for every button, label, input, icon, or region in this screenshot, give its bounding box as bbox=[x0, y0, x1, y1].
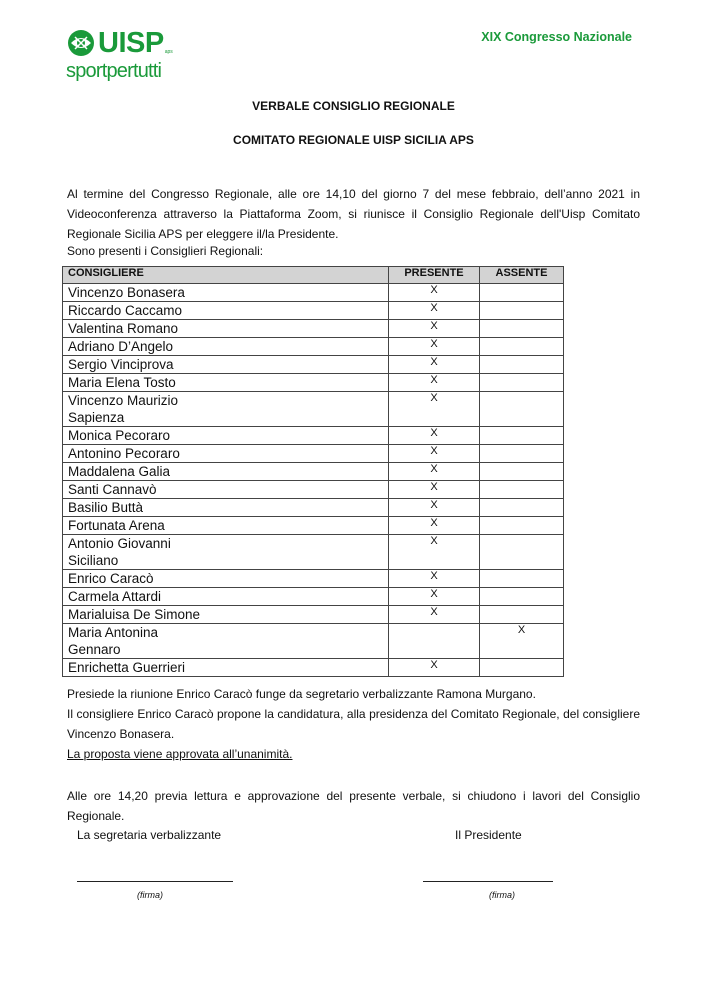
table-row bbox=[63, 535, 564, 570]
assente-mark bbox=[480, 445, 564, 463]
consigliere-name: Antonino Pecoraro bbox=[63, 445, 389, 463]
table-row bbox=[63, 499, 564, 517]
table-row bbox=[63, 588, 564, 606]
presente-mark: X bbox=[389, 517, 480, 535]
paragraph-approval: La proposta viene approvata all’unanimità. bbox=[67, 747, 293, 761]
document-title: VERBALE CONSIGLIO REGIONALE bbox=[252, 99, 455, 113]
header-consigliere: CONSIGLIERE bbox=[63, 267, 389, 284]
assente-mark bbox=[480, 338, 564, 356]
logo-text: UISP bbox=[98, 27, 164, 59]
assente-mark bbox=[480, 356, 564, 374]
table-row bbox=[63, 481, 564, 499]
assente-mark bbox=[480, 284, 564, 302]
table-row bbox=[63, 659, 564, 677]
table-header-row bbox=[63, 267, 564, 284]
secretary-signature-line bbox=[77, 881, 233, 882]
presente-mark: X bbox=[389, 356, 480, 374]
presente-mark: X bbox=[389, 659, 480, 677]
consigliere-name: Marialuisa De Simone bbox=[63, 606, 389, 624]
consigliere-name: Sergio Vinciprova bbox=[63, 356, 389, 374]
uisp-logo bbox=[66, 27, 186, 85]
uisp-emblem-icon bbox=[66, 28, 96, 58]
assente-mark bbox=[480, 517, 564, 535]
assente-mark bbox=[480, 302, 564, 320]
assente-mark bbox=[480, 606, 564, 624]
table-row bbox=[63, 392, 564, 427]
consigliere-name: Maria Antonina Gennaro bbox=[63, 624, 389, 659]
table-row bbox=[63, 606, 564, 624]
assente-mark bbox=[480, 499, 564, 517]
paragraph-chair: Presiede la riunione Enrico Caracò funge da segretario verbalizzante Ramona Murgano. bbox=[67, 687, 536, 701]
table-row bbox=[63, 570, 564, 588]
presente-mark: X bbox=[389, 374, 480, 392]
consigliere-name: Enrichetta Guerrieri bbox=[63, 659, 389, 677]
presente-mark: X bbox=[389, 570, 480, 588]
paragraph-closing: Alle ore 14,20 previa lettura e approvazione del presente verbale, si chiudono i lavori del Consiglio Regionale. bbox=[67, 789, 640, 823]
paragraph-candidacy: Il consigliere Enrico Caracò propone la candidatura, alla presidenza del Comitato Regionale, del consigliere Vincenzo Bonasera. bbox=[67, 707, 640, 741]
consigliere-name: Maria Elena Tosto bbox=[63, 374, 389, 392]
table-row bbox=[63, 374, 564, 392]
assente-mark bbox=[480, 570, 564, 588]
assente-mark bbox=[480, 374, 564, 392]
presente-mark: X bbox=[389, 606, 480, 624]
presente-mark: X bbox=[389, 284, 480, 302]
table-row bbox=[63, 445, 564, 463]
consigliere-name: Santi Cannavò bbox=[63, 481, 389, 499]
assente-mark bbox=[480, 463, 564, 481]
consigliere-name: Maddalena Galia bbox=[63, 463, 389, 481]
presente-mark: X bbox=[389, 392, 480, 427]
presente-mark: X bbox=[389, 535, 480, 570]
table-row bbox=[63, 517, 564, 535]
presente-mark: X bbox=[389, 463, 480, 481]
logo-aps: aps bbox=[164, 49, 173, 55]
table-row bbox=[63, 624, 564, 659]
consigliere-name: Basilio Buttà bbox=[63, 499, 389, 517]
present-line: Sono presenti i Consiglieri Regionali: bbox=[67, 244, 264, 258]
consigliere-name: Vincenzo Maurizio Sapienza bbox=[63, 392, 389, 427]
intro-paragraph: Al termine del Congresso Regionale, alle ore 14,10 del giorno 7 del mese febbraio, dell’anno 2021 in Videoconferenza attraverso la Piattaforma Zoom, si riunisce il Consiglio Regionale dell'Uisp Comitato Regionale Sicilia APS per eleggere il/la Presidente. bbox=[67, 187, 640, 241]
table-row bbox=[63, 427, 564, 445]
consigliere-name: Valentina Romano bbox=[63, 320, 389, 338]
assente-mark bbox=[480, 481, 564, 499]
presente-mark: X bbox=[389, 499, 480, 517]
table-row bbox=[63, 320, 564, 338]
consigliere-name: Fortunata Arena bbox=[63, 517, 389, 535]
council-table bbox=[62, 266, 564, 677]
president-firma: (firma) bbox=[489, 890, 515, 900]
presente-mark bbox=[389, 624, 480, 659]
logo-subtitle: sportpertutti bbox=[66, 60, 162, 82]
presente-mark: X bbox=[389, 320, 480, 338]
president-signature-line bbox=[423, 881, 553, 882]
presente-mark: X bbox=[389, 427, 480, 445]
secretary-firma: (firma) bbox=[137, 890, 163, 900]
header-presente: PRESENTE bbox=[389, 267, 480, 284]
consigliere-name: Carmela Attardi bbox=[63, 588, 389, 606]
secretary-label: La segretaria verbalizzante bbox=[77, 828, 222, 842]
table-row bbox=[63, 302, 564, 320]
consigliere-name: Monica Pecoraro bbox=[63, 427, 389, 445]
presente-mark: X bbox=[389, 481, 480, 499]
consigliere-name: Antonio Giovanni Siciliano bbox=[63, 535, 389, 570]
table-row bbox=[63, 338, 564, 356]
consigliere-name: Riccardo Caccamo bbox=[63, 302, 389, 320]
table-row bbox=[63, 463, 564, 481]
assente-mark bbox=[480, 320, 564, 338]
assente-mark bbox=[480, 659, 564, 677]
assente-mark: X bbox=[480, 624, 564, 659]
presente-mark: X bbox=[389, 338, 480, 356]
document-subtitle: COMITATO REGIONALE UISP SICILIA APS bbox=[233, 133, 474, 147]
consigliere-name: Vincenzo Bonasera bbox=[63, 284, 389, 302]
table-body bbox=[63, 284, 564, 677]
table-row bbox=[63, 356, 564, 374]
assente-mark bbox=[480, 427, 564, 445]
table-row bbox=[63, 284, 564, 302]
assente-mark bbox=[480, 392, 564, 427]
consigliere-name: Enrico Caracò bbox=[63, 570, 389, 588]
president-label: Il Presidente bbox=[455, 828, 522, 842]
consigliere-name: Adriano D’Angelo bbox=[63, 338, 389, 356]
presente-mark: X bbox=[389, 588, 480, 606]
congress-label: XIX Congresso Nazionale bbox=[481, 30, 632, 44]
presente-mark: X bbox=[389, 302, 480, 320]
assente-mark bbox=[480, 588, 564, 606]
presente-mark: X bbox=[389, 445, 480, 463]
header-assente: ASSENTE bbox=[480, 267, 564, 284]
assente-mark bbox=[480, 535, 564, 570]
